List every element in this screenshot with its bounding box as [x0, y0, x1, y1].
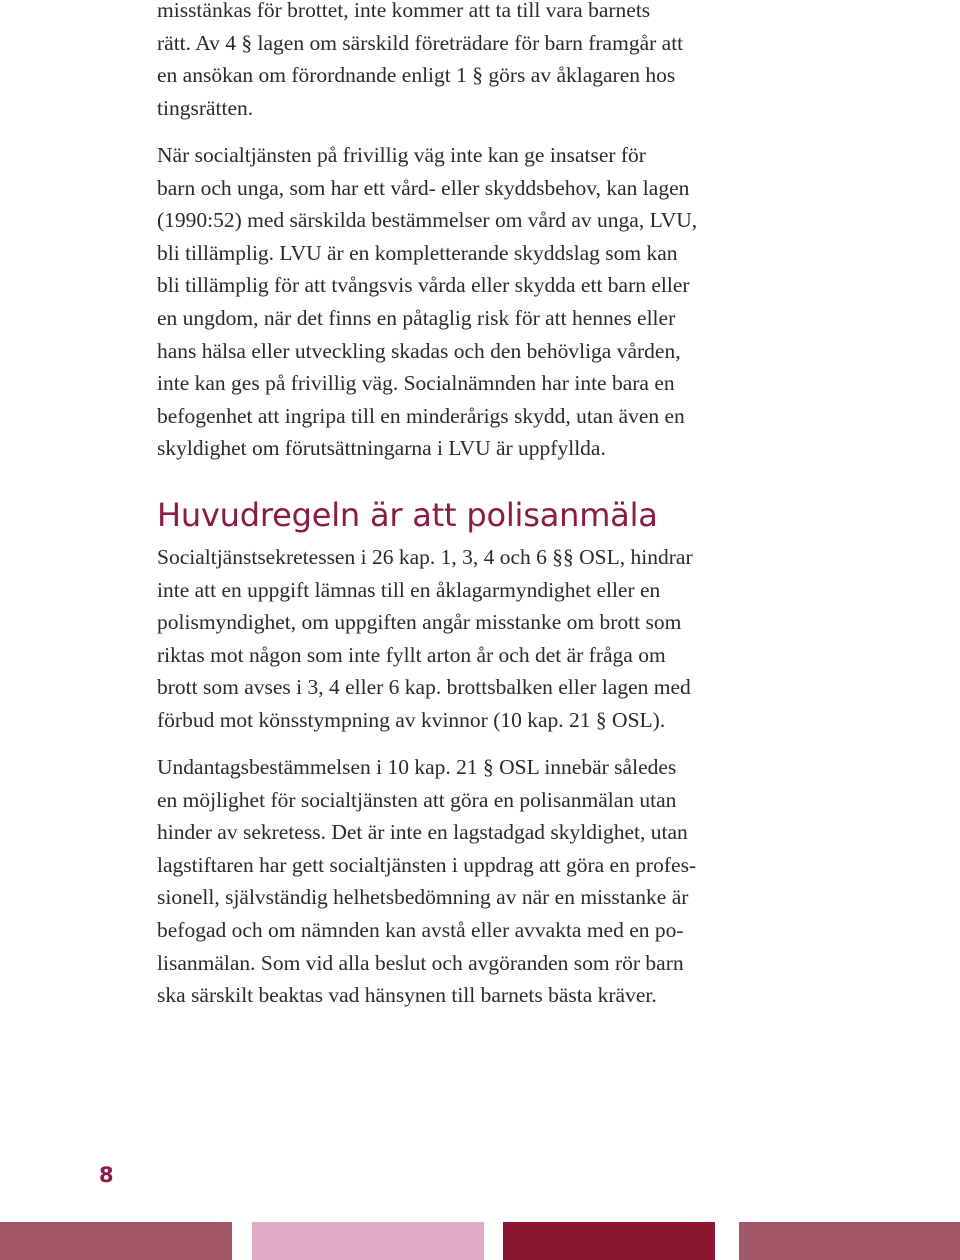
page-number: 8: [99, 1163, 114, 1187]
text-line: en möjlighet för socialtjänsten att göra en polisanmälan utan: [157, 787, 677, 812]
text-line: (1990:52) med särskilda bestämmelser om vård av unga, LVU,: [157, 208, 698, 233]
text-line: När socialtjänsten på frivillig väg inte kan ge insatser för: [157, 143, 646, 167]
text-line: Socialtjänstsekretessen i 26 kap. 1, 3, 4 och 6 §§ OSL, hindrar: [157, 545, 693, 569]
text-line: inte kan ges på frivillig väg. Socialnämnden har inte bara en: [157, 371, 675, 396]
text-line: tingsrätten.: [157, 95, 254, 120]
footer-color-bar: [252, 1222, 484, 1260]
text-line: bli tillämplig. LVU är en kompletterande skyddslag som kan: [157, 240, 678, 265]
text-line: ska särskilt beaktas vad hänsynen till barnets bästa kräver.: [157, 983, 657, 1008]
text-line: Undantagsbestämmelsen i 10 kap. 21 § OSL innebär således: [157, 755, 677, 779]
text-line: lisanmälan. Som vid alla beslut och avgöranden som rör barn: [157, 950, 684, 975]
text-line: misstänkas för brottet, inte kommer att ta till vara barnets: [157, 0, 651, 22]
paragraph-continued: [157, 0, 683, 124]
text-line: rätt. Av 4 § lagen om särskild företrädare för barn framgår att: [157, 30, 684, 55]
text-line: befogad och om nämnden kan avstå eller avvakta med en po-: [157, 917, 684, 942]
text-line: hinder av sekretess. Det är inte en lagstadgad skyldighet, utan: [157, 820, 688, 845]
text-line: befogenhet att ingripa till en minderårigs skydd, utan även en: [157, 403, 685, 428]
text-line: brott som avses i 3, 4 eller 6 kap. brottsbalken eller lagen med: [157, 675, 691, 700]
footer-color-bar: [739, 1222, 960, 1260]
footer-color-bar: [0, 1222, 232, 1260]
paragraph-secrecy: [157, 541, 693, 737]
text-line: skyldighet om förutsättningarna i LVU är uppfyllda.: [157, 436, 606, 461]
text-line: sionell, självständig helhetsbedömning av när en misstanke är: [157, 885, 689, 910]
text-line: inte att en uppgift lämnas till en åklagarmyndighet eller en: [157, 577, 661, 602]
text-line: förbud mot könsstympning av kvinnor (10 kap. 21 § OSL).: [157, 707, 666, 732]
paragraph-exception: [157, 751, 696, 1012]
text-line: polismyndighet, om uppgiften angår misstanke om brott som: [157, 610, 682, 635]
footer-color-bar: [503, 1222, 715, 1260]
text-line: hans hälsa eller utveckling skadas och den behövliga vården,: [157, 338, 681, 363]
text-line: bli tillämplig för att tvångsvis vårda eller skydda ett barn eller: [157, 273, 690, 298]
text-line: barn och unga, som har ett vård- eller skyddsbehov, kan lagen: [157, 175, 690, 200]
paragraph-lvu: [157, 139, 697, 465]
text-line: lagstiftaren har gett socialtjänsten i uppdrag att göra en profes-: [157, 852, 697, 877]
text-line: en ansökan om förordnande enligt 1 § görs av åklagaren hos: [157, 63, 676, 88]
text-line: riktas mot någon som inte fyllt arton år och det är fråga om: [157, 642, 666, 667]
section-heading: Huvudregeln är att polisanmäla: [157, 496, 658, 534]
text-line: en ungdom, när det finns en påtaglig risk för att hennes eller: [157, 305, 676, 330]
